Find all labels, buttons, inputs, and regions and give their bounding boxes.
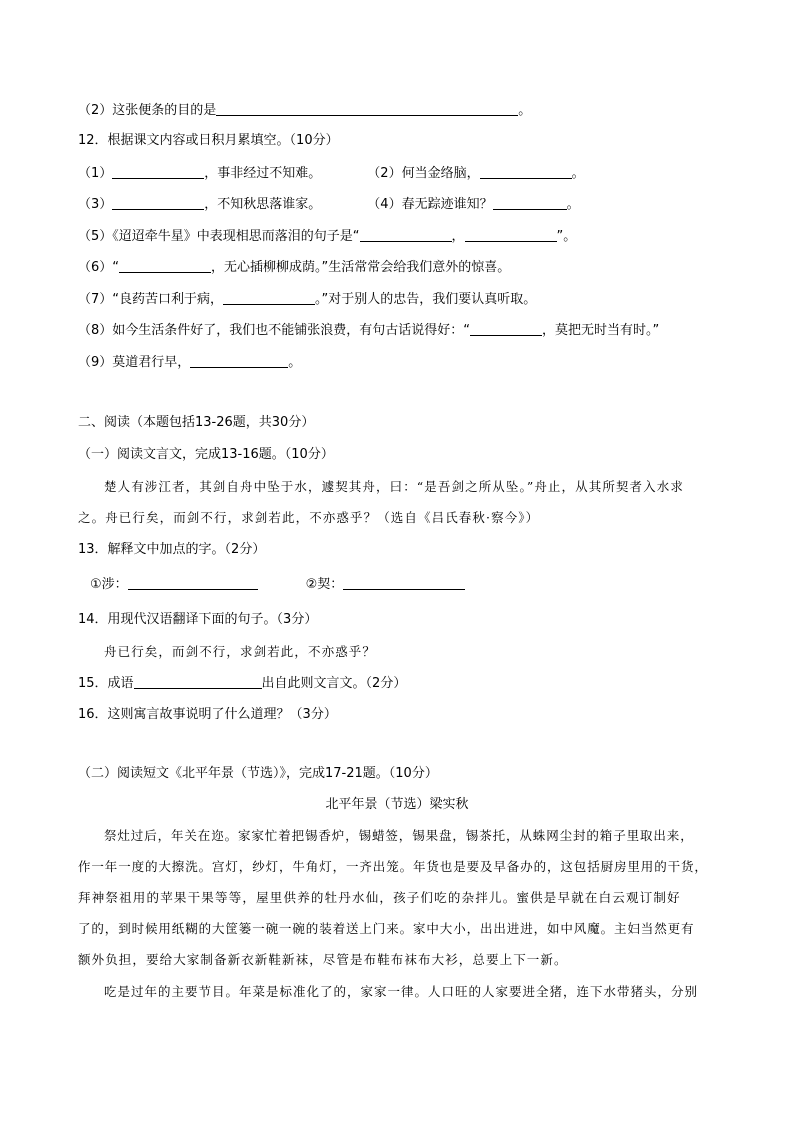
answer-blank[interactable] xyxy=(343,575,465,590)
q13-item-2: ②契： xyxy=(305,577,344,592)
answer-blank[interactable] xyxy=(190,353,288,368)
q12-item-1-label: （1） xyxy=(78,166,113,181)
q12-item-9-text: （9）莫道君行早， xyxy=(78,355,191,370)
q13-item-1: ①涉： xyxy=(90,577,128,592)
q16-title: 16．这则寓言故事说明了什么道理？（3分） xyxy=(78,707,337,722)
q12-item-7-suffix: 。”对于别人的忠告，我们要认真听取。 xyxy=(315,292,537,307)
answer-blank[interactable] xyxy=(465,227,557,242)
q12-item-3-text: ，不知秋思落谁家。 xyxy=(204,197,322,212)
answer-blank[interactable] xyxy=(112,164,204,179)
q15-prefix: 15．成语 xyxy=(78,676,134,691)
article-para-1-line-5: 额外负担，要给大家制备新衣新鞋新袜，尽管是布鞋布袜布大衫，总要上下一新。 xyxy=(78,952,568,967)
q14-title: 14．用现代汉语翻译下面的句子。（3分） xyxy=(78,612,318,627)
article-para-1-line-1: 祭灶过后，年关在迩。家家忙着把锡香炉，锡蜡签，锡果盘，锡茶托，从蛛网尘封的箱子里取出来， xyxy=(104,828,694,843)
q12-row-2 xyxy=(78,195,580,214)
q12-row-1 xyxy=(78,164,585,183)
part-2-title: （二）阅读短文《北平年景（节选）》，完成17-21题。（10分） xyxy=(78,766,438,781)
q12-item-6-text: ，无心插柳柳成荫。”生活常常会给我们意外的惊喜。 xyxy=(211,260,511,275)
answer-blank[interactable] xyxy=(134,674,262,689)
punct: 。 xyxy=(518,103,532,118)
q12-item-4-text: （4）春无踪迹谁知？ xyxy=(367,197,493,212)
q12-item-8-text: （8）如今生活条件好了，我们也不能铺张浪费，有句古话说得好：“ xyxy=(78,323,471,338)
classical-passage-line-2: 之。舟已行矣，而剑不行，求剑若此，不亦惑乎？（选自《吕氏春秋·察今》） xyxy=(78,510,540,525)
q12-title: 12．根据课文内容或日积月累填空。（10分） xyxy=(78,133,339,148)
q12-row-8 xyxy=(78,321,659,340)
punct: 。 xyxy=(566,197,580,212)
q15-suffix: 出自此则文言文。（2分） xyxy=(261,676,407,691)
q12-item-3-label: （3） xyxy=(78,197,113,212)
q13-title: 13．解释文中加点的字。（2分） xyxy=(78,542,266,557)
q12-row-9 xyxy=(78,353,301,372)
q12-row-6 xyxy=(78,258,510,277)
article-para-1-line-3: 拜神祭祖用的苹果干果等等，屋里供养的牡丹水仙，孩子们吃的杂拌儿。蜜供是早就在白云观订制好 xyxy=(78,890,681,905)
part-1-title: （一）阅读文言文，完成13-16题。（10分） xyxy=(78,447,334,462)
q13-items xyxy=(90,575,465,594)
q11-part2-line xyxy=(78,101,531,120)
answer-blank[interactable] xyxy=(480,164,572,179)
answer-blank[interactable] xyxy=(128,575,258,590)
answer-blank[interactable] xyxy=(119,258,211,273)
q12-item-7-text: （7）“良药苦口利于病， xyxy=(78,292,224,307)
answer-blank[interactable] xyxy=(112,195,204,210)
punct: 。 xyxy=(288,355,302,370)
answer-blank[interactable] xyxy=(223,290,315,305)
article-para-1-line-4: 了的，到时候用纸糊的大筐篓一碗一碗的装着送上门来。家中大小，出出进进，如中风魔。主妇当然更有 xyxy=(78,921,695,936)
answer-blank[interactable] xyxy=(470,321,542,336)
punct: ”。 xyxy=(556,229,577,244)
q12-item-6-label: （6）“ xyxy=(78,260,120,275)
q12-item-1-text: ，事非经过不知难。 xyxy=(204,166,322,181)
q12-row-5 xyxy=(78,227,576,246)
q12-item-2-text: （2）何当金络脑， xyxy=(367,166,480,181)
q12-row-7 xyxy=(78,290,536,309)
answer-blank[interactable] xyxy=(216,101,518,116)
q15-line xyxy=(78,674,406,693)
answer-blank[interactable] xyxy=(360,227,452,242)
article-para-2-line-1: 吃是过年的主要节目。年菜是标准化了的，家家一律。人口旺的人家要进全猪，连下水带猪头，分别 xyxy=(104,984,699,999)
q12-item-5-text: （5）《迢迢牵牛星》中表现相思而落泪的句子是“ xyxy=(78,229,360,244)
article-para-1-line-2: 作一年一度的大擦洗。宫灯，纱灯，牛角灯，一齐出笼。年货也是要及早备办的，这包括厨房里用的干货， xyxy=(78,859,708,874)
answer-blank[interactable] xyxy=(493,195,567,210)
q11-part2-prefix: （2）这张便条的目的是 xyxy=(78,103,217,118)
article-title: 北平年景（节选）梁实秋 xyxy=(325,797,469,812)
q12-item-8-suffix: ，莫把无时当有时。” xyxy=(542,323,660,338)
classical-passage-line-1: 楚人有涉江者，其剑自舟中坠于水，遽契其舟，曰：“是吾剑之所从坠。”舟止，从其所契者入水求 xyxy=(104,479,684,494)
punct: ， xyxy=(451,229,465,244)
punct: 。 xyxy=(571,166,585,181)
q14-sentence: 舟已行矣，而剑不行，求剑若此，不亦惑乎？ xyxy=(104,644,377,659)
section-2-title: 二、阅读（本题包括13-26题，共30分） xyxy=(78,415,315,430)
